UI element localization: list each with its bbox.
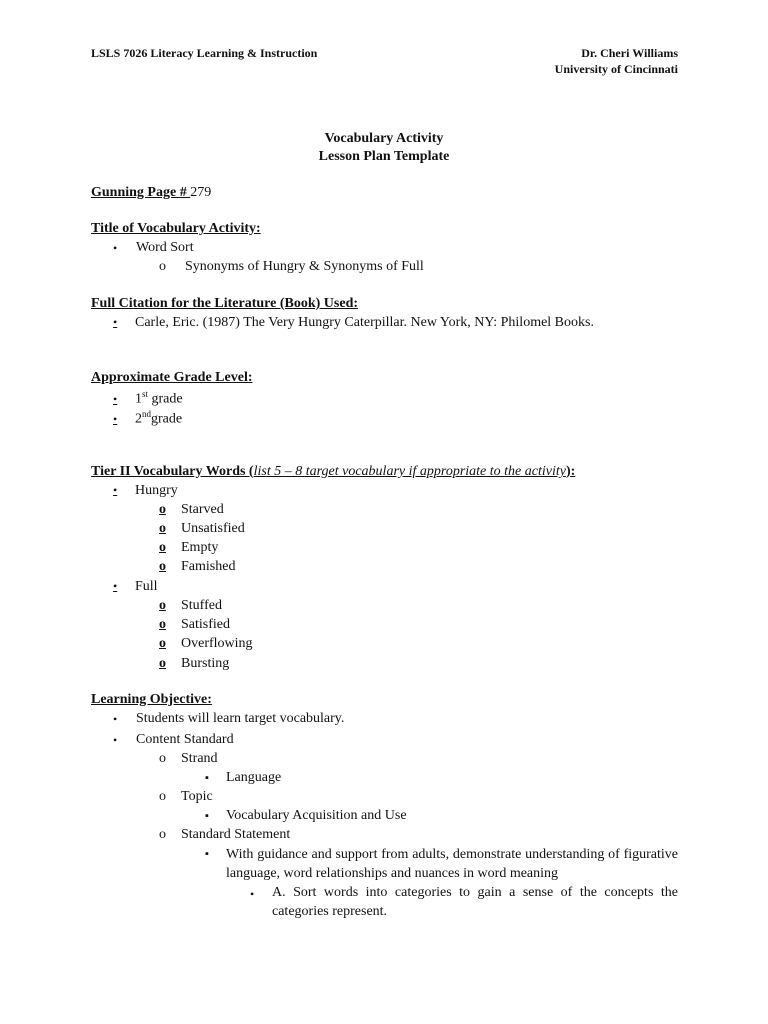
synonym-item: o Bursting: [159, 656, 230, 671]
doc-title-line2: Lesson Plan Template: [318, 149, 450, 164]
objective-heading: Learning Objective:: [91, 692, 212, 707]
circle-bullet-icon: o: [159, 827, 166, 842]
synonym-item: o Unsatisfied: [159, 521, 245, 536]
activity-item: Word Sort: [136, 240, 194, 255]
bullet-icon: •: [113, 411, 118, 426]
circle-bullet-icon: o: [159, 751, 166, 766]
bullet-icon: •: [113, 483, 118, 497]
circle-bullet-icon: o: [159, 789, 166, 804]
strand-label: Strand: [181, 751, 218, 766]
bullet-icon: •: [113, 733, 118, 747]
synonym-item: o Overflowing: [159, 636, 253, 651]
statement-label: Standard Statement: [181, 827, 291, 842]
bullet-icon: •: [113, 315, 118, 329]
vocab-word-full: • Full: [113, 579, 158, 594]
gunning-label: Gunning Page #: [91, 185, 191, 200]
synonym-item: o Satisfied: [159, 617, 230, 632]
synonym-item: o Famished: [159, 559, 236, 574]
activity-title-heading: Title of Vocabulary Activity:: [91, 221, 261, 236]
university-name: University of Cincinnati: [554, 62, 678, 76]
doc-title-line1: Vocabulary Activity: [324, 131, 444, 146]
synonym-item: o Starved: [159, 502, 224, 517]
citation-text: Carle, Eric. (1987) The Very Hungry Caterpillar. New York, NY: Philomel Books.: [135, 315, 594, 330]
strand-value: Language: [226, 770, 282, 785]
vocab-word-hungry: • Hungry: [113, 483, 178, 498]
bullet-icon: •: [113, 712, 118, 726]
bullet-icon: •: [113, 391, 118, 406]
bullet-icon: •: [113, 241, 118, 255]
objective-item-2: Content Standard: [136, 732, 234, 747]
synonym-item: o Empty: [159, 540, 219, 555]
statement-value: With guidance and support from adults, demonstrate understanding of figurative language, word relationships and nuances in word meaning: [226, 847, 678, 881]
bullet-icon: •: [250, 887, 255, 901]
objective-item-1: Students will learn target vocabulary.: [136, 711, 345, 726]
instructor-name: Dr. Cheri Williams: [581, 46, 678, 60]
circle-bullet-icon: o: [159, 259, 166, 274]
grade-item-1: • 1st grade: [113, 389, 183, 407]
bullet-icon: •: [113, 579, 118, 593]
statement-subitem: A. Sort words into categories to gain a sense of the concepts the categories represent.: [272, 885, 678, 919]
grade-item-2: • 2ndgrade: [113, 409, 183, 427]
grade-heading: Approximate Grade Level:: [91, 370, 253, 385]
topic-value: Vocabulary Acquisition and Use: [226, 808, 407, 823]
square-bullet-icon: ▪: [205, 772, 209, 784]
square-bullet-icon: ▪: [205, 810, 209, 822]
tier2-heading: Tier II Vocabulary Words (list 5 – 8 target vocabulary if appropriate to the activity):: [91, 464, 576, 479]
square-bullet-icon: ▪: [205, 848, 209, 860]
topic-label: Topic: [181, 789, 213, 804]
gunning-value: 279: [190, 185, 212, 200]
activity-subitem: Synonyms of Hungry & Synonyms of Full: [185, 259, 424, 274]
citation-row: [113, 316, 594, 330]
citation-heading: Full Citation for the Literature (Book) Used:: [91, 296, 359, 311]
course-header: LSLS 7026 Literacy Learning & Instruction: [91, 46, 318, 60]
synonym-item: o Stuffed: [159, 598, 222, 613]
gunning-page: [91, 186, 211, 200]
